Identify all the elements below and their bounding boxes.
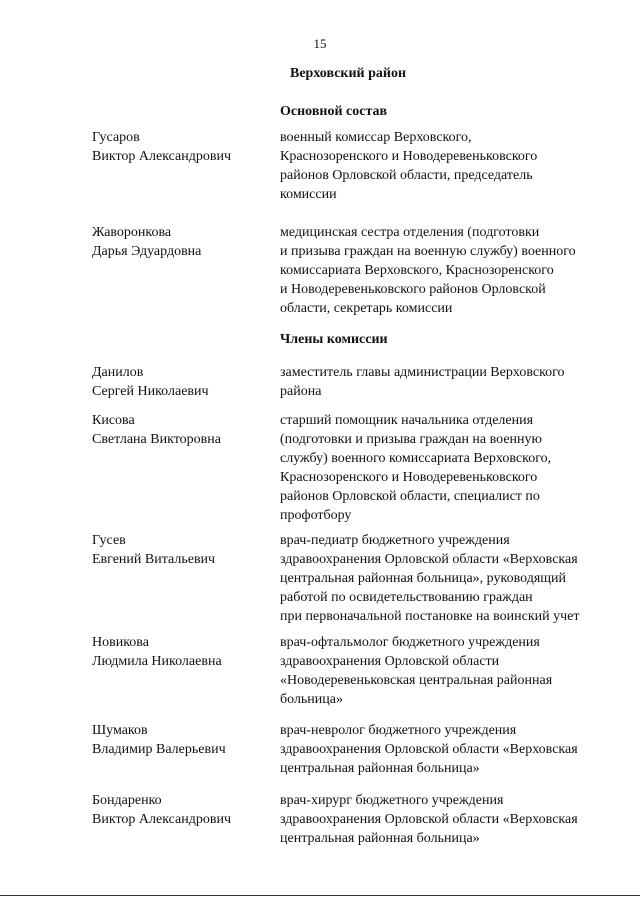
position-line: врач-невролог бюджетного учреждения bbox=[280, 723, 517, 738]
position-line: старший помощник начальника отделения bbox=[280, 413, 534, 428]
position-line: службу) военного комиссариата Верховского, bbox=[280, 451, 552, 466]
member-position bbox=[280, 633, 625, 709]
member-name bbox=[92, 633, 272, 671]
member-name bbox=[92, 411, 272, 449]
member-given-names: Светлана Викторовна bbox=[92, 432, 221, 447]
position-line: центральная районная больница» bbox=[280, 831, 480, 846]
member-position bbox=[280, 721, 625, 778]
member-given-names: Владимир Валерьевич bbox=[92, 742, 226, 757]
position-line: здравоохранения Орловской области «Верховская bbox=[280, 552, 578, 567]
main-composition-heading: Основной состав bbox=[280, 104, 388, 119]
position-line: Краснозоренского и Новодеревеньковского bbox=[280, 470, 538, 485]
footer-rule bbox=[0, 895, 640, 896]
page-number: 15 bbox=[313, 36, 327, 51]
member-name bbox=[92, 531, 272, 569]
member-given-names: Людмила Николаевна bbox=[92, 654, 222, 669]
member-surname: Данилов bbox=[92, 365, 144, 380]
member-surname: Жаворонкова bbox=[92, 225, 172, 240]
member-name bbox=[92, 223, 272, 261]
position-line: «Новодеревеньковская центральная районная bbox=[280, 673, 553, 688]
member-position bbox=[280, 531, 625, 626]
member-surname: Гусев bbox=[92, 533, 126, 548]
position-line: Краснозоренского и Новодеревеньковского bbox=[280, 149, 538, 164]
member-position bbox=[280, 363, 625, 401]
position-line: профотбору bbox=[280, 508, 352, 523]
member-surname: Гусаров bbox=[92, 130, 140, 145]
position-line: центральная районная больница» bbox=[280, 761, 480, 776]
member-position bbox=[280, 128, 625, 204]
position-line: и Новодеревеньковского районов Орловской bbox=[280, 282, 546, 297]
position-line: врач-офтальмолог бюджетного учреждения bbox=[280, 635, 540, 650]
member-given-names: Евгений Витальевич bbox=[92, 552, 216, 567]
position-line: медицинская сестра отделения (подготовки bbox=[280, 225, 540, 240]
member-given-names: Виктор Александрович bbox=[92, 149, 232, 164]
position-line: районов Орловской области, председатель bbox=[280, 168, 533, 183]
position-line: комиссариата Верховского, Краснозоренского bbox=[280, 263, 554, 278]
member-name bbox=[92, 363, 272, 401]
position-line: здравоохранения Орловской области «Верховская bbox=[280, 742, 578, 757]
position-line: военный комиссар Верховского, bbox=[280, 130, 472, 145]
position-line: (подготовки и призыва граждан на военную bbox=[280, 432, 542, 447]
member-name bbox=[92, 128, 272, 166]
position-line: работой по освидетельствованию граждан bbox=[280, 590, 533, 605]
member-position bbox=[280, 411, 625, 525]
position-line: области, секретарь комиссии bbox=[280, 301, 453, 316]
member-name bbox=[92, 791, 272, 829]
district-title: Верховский район bbox=[290, 66, 407, 81]
position-line: врач-хирург бюджетного учреждения bbox=[280, 793, 504, 808]
position-line: здравоохранения Орловской области «Верховская bbox=[280, 812, 578, 827]
position-line: комиссии bbox=[280, 187, 337, 202]
member-given-names: Дарья Эдуардовна bbox=[92, 244, 202, 259]
position-line: здравоохранения Орловской области bbox=[280, 654, 500, 669]
position-line: района bbox=[280, 384, 322, 399]
member-name bbox=[92, 721, 272, 759]
member-given-names: Виктор Александрович bbox=[92, 812, 232, 827]
position-line: центральная районная больница», руководящий bbox=[280, 571, 567, 586]
position-line: заместитель главы администрации Верховского bbox=[280, 365, 565, 380]
position-line: при первоначальной постановке на воинский учет bbox=[280, 609, 580, 624]
position-line: врач-педиатр бюджетного учреждения bbox=[280, 533, 510, 548]
member-surname: Новикова bbox=[92, 635, 149, 650]
member-surname: Кисова bbox=[92, 413, 135, 428]
member-surname: Бондаренко bbox=[92, 793, 162, 808]
commission-members-heading: Члены комиссии bbox=[280, 332, 388, 347]
member-position bbox=[280, 791, 625, 848]
member-position bbox=[280, 223, 625, 318]
member-surname: Шумаков bbox=[92, 723, 148, 738]
position-line: и призыва граждан на военную службу) военного bbox=[280, 244, 576, 259]
position-line: больница» bbox=[280, 692, 343, 707]
position-line: районов Орловской области, специалист по bbox=[280, 489, 540, 504]
member-given-names: Сергей Николаевич bbox=[92, 384, 209, 399]
